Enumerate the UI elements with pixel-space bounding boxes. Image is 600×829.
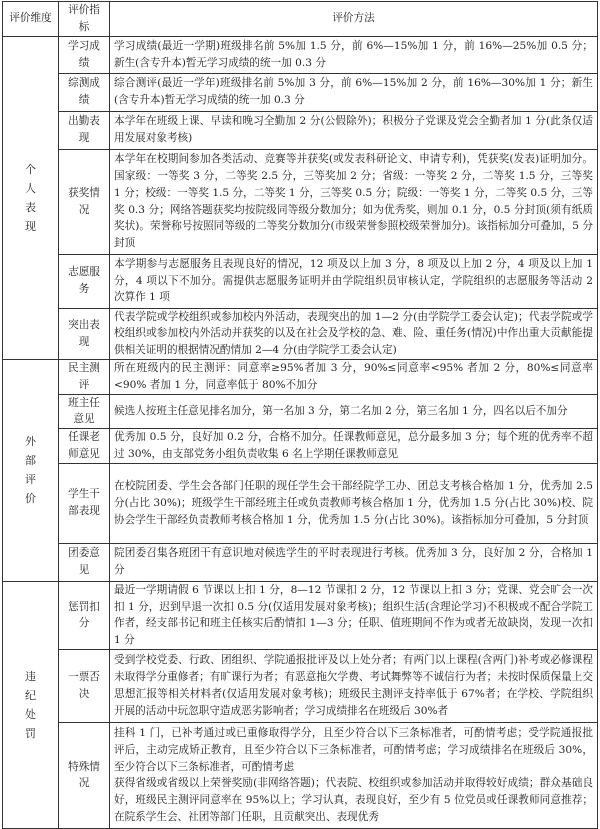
method-cell: 代表学院或学校组织或参加校内外活动，表现突出的加 1—2 分(由学院学工委会认定)；代表学院或学校组织或参加校内外活动并获奖的以及在社会及学校的急、难、险、重任务(情况)中作出重大贡献能提供相关证明的根据情况酌情加 2—4 分(由学院学工委会认定) xyxy=(110,308,598,359)
table-row xyxy=(3,581,598,649)
table-row xyxy=(3,359,598,394)
evaluation-table xyxy=(2,1,598,829)
method-cell: 最近一学期请假 6 节课以上扣 1 分，8—12 节课扣 2 分，12 节课以上扣 3 分；党课、党会旷会一次扣 1 分，迟到早退一次扣 0.5 分(仅适用发展对象考核)；组织生活(含理论学习)不积极或不配合学院工作者，经支部书记和班主任核实后酌情扣 1—3 分；任职、值班期间不作为或者无故缺岗，发现一次扣 1 分 xyxy=(110,581,598,649)
dimension-cell xyxy=(3,581,59,828)
dimension-label: 个人表现 xyxy=(25,162,36,233)
table-row xyxy=(3,463,598,543)
table-row xyxy=(3,429,598,464)
indicator-cell: 民主测评 xyxy=(59,359,110,394)
method-cell: 学习成绩(最近一学期)班级排名前 5%加 1.5 分，前 6%—15%加 1 分，前 16%—25%加 0.5 分；新生(含专升本)暂无学习成绩的统一加 0.3 分 xyxy=(110,36,598,73)
table-row xyxy=(3,111,598,149)
indicator-cell: 学生干部表现 xyxy=(59,463,110,543)
method-cell: 挂科 1 门，已补考通过或已重修取得学分，且至少符合以下三条标准者，可酌情考虑；受学院通报批评后，主动完成矫正教育，且至少符合以下三条标准者，可酌情考虑；学习成绩排名在班级后 30%，至少符合以下三条标准者，可酌情考虑 获得省级或省级以上荣誉奖励(非网络答题)；代表院、校组织或参加活动并取得较好成绩；群众基础良好，班级民主测评同意率在 95%以上；学习认真，表现良好，至少有 5 位党员或任课教师同意推荐；在院系学生会、社团等部门任职，且贡献突出、表现优秀 xyxy=(110,722,598,828)
header-dimension: 评价维度 xyxy=(3,2,59,37)
header-indicator: 评价指标 xyxy=(59,2,110,37)
indicator-cell: 志愿服务 xyxy=(59,254,110,308)
indicator-cell: 突出表现 xyxy=(59,308,110,359)
indicator-cell: 综测成绩 xyxy=(59,73,110,111)
dimension-cell xyxy=(3,36,59,359)
indicator-cell: 一票否决 xyxy=(59,649,110,722)
dimension-label: 外部评价 xyxy=(25,435,36,506)
method-cell: 综合测评(最近一学年)班级排名前 5%加 3 分，前 6%—15%加 2 分，前 16%—30%加 1 分；新生(含专升本)暂无学习成绩的统一加 0.3 分 xyxy=(110,73,598,111)
table-row xyxy=(3,394,598,429)
table-row xyxy=(3,543,598,581)
method-cell: 所在班级内的民主测评：同意率≥95%者加 3 分，90%≤同意率<95% 者加 2 分，80%≤同意率<90% 者加 1 分，同意率低于 80%不加分 xyxy=(110,359,598,394)
table-row xyxy=(3,73,598,111)
table-row xyxy=(3,149,598,254)
table-row xyxy=(3,649,598,722)
method-cell: 候选人按班主任意见排名加分，第一名加 3 分，第二名加 2 分，第三名加 1 分，四名以后不加分 xyxy=(110,394,598,429)
method-cell: 本学年在班级上课、早读和晚习全勤加 2 分(公假除外)；积极分子党课及党会全勤者加 1 分(此条仅适用发展对象考核) xyxy=(110,111,598,149)
indicator-cell: 出勤表现 xyxy=(59,111,110,149)
indicator-cell: 学习成绩 xyxy=(59,36,110,73)
table-row xyxy=(3,308,598,359)
indicator-cell: 惩罚扣分 xyxy=(59,581,110,649)
method-cell: 本学期参与志愿服务且表现良好的情况，12 项及以上加 3 分，8 项及以上加 2 分，4 项及以上加 1 分，4 项以下不加分。需提供志愿服务证明并由学院组织员审核认定，学院组织的志愿服务等活动 2 次算作 1 项 xyxy=(110,254,598,308)
method-cell: 院团委召集各班团干有意识地对候选学生的平时表现进行考核。优秀加 3 分，良好加 2 分，合格加 1 分 xyxy=(110,543,598,581)
indicator-cell: 任课老师意见 xyxy=(59,429,110,464)
indicator-cell: 班主任意见 xyxy=(59,394,110,429)
method-cell: 本学年在校期间参加各类活动、竞赛等并获奖(或发表科研论文、申请专利)，凭获奖(发表)证明加分。国家级：一等奖 3 分，二等奖 2.5 分，三等奖加 2 分；省级：一等奖 2 分，二等奖 1.5 分，三等奖 1 分；校级：一等奖 1.5 分，二等奖 1 分，三等奖 0.5 分；院级：一等奖 1 分，二等奖 0.5 分，三等奖 0.3 分；网络答题获奖均按院级同等级分数加分；如为优秀奖，则加 0.1 分，0.5 分封顶(须有纸质奖状)。荣誉称号按照同等级的二等奖分数加分(市级荣誉参照校级荣誉加分)。该指标加分可叠加，5 分封顶 xyxy=(110,149,598,254)
indicator-cell: 特殊情况 xyxy=(59,722,110,828)
indicator-cell: 获奖情况 xyxy=(59,149,110,254)
method-cell: 在校院团委、学生会各部门任职的现任学生会干部经院学工办、团总支考核合格加 1 分，优秀加 2.5 分(占比 30%)；班级学生干部经班主任或负责教师考核合格加 1 分，优秀加 1.5 分(占比 30%)校、院协会学生干部经负责教师考核合格加 1 分，优秀加 1.5 分(占比 30%)。该指标加分可叠加，5 分封顶 xyxy=(110,463,598,543)
indicator-cell: 团委意见 xyxy=(59,543,110,581)
table-row xyxy=(3,254,598,308)
dimension-cell xyxy=(3,359,59,581)
method-cell: 受到学校党委、行政、团组织、学院通报批评及以上处分者；有两门以上课程(含两门)补考或必修课程未取得学分重修者；有旷课行为者；有恶意拖欠学费、考试舞弊等不诚信行为者；未按时保质保量上交思想汇报等相关材料者(仅适用发展对象考核)；班级民主测评支持率低于 67%者；在学校、学院组织开展的活动中玩忽职守造成恶劣影响者；学习成绩排名在班级后 30%者 xyxy=(110,649,598,722)
table-header-row xyxy=(3,2,598,37)
table-row xyxy=(3,36,598,73)
method-cell: 优秀加 0.5 分，良好加 0.2 分，合格不加分。任课教师意见，总分最多加 3 分；每个班的优秀率不超过 30%，由支部党务小组负责收集 6 名上学期任课教师意见 xyxy=(110,429,598,464)
dimension-label: 违纪处罚 xyxy=(25,669,36,740)
header-method: 评价方法 xyxy=(110,2,598,37)
